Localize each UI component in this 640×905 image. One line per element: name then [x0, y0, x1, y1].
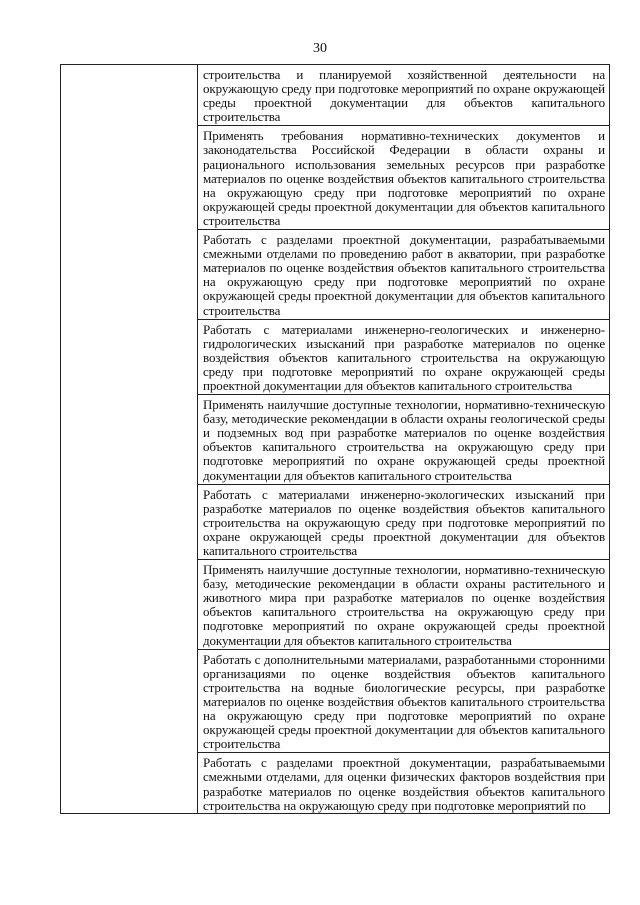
skill-cell — [198, 126, 610, 230]
skill-cell — [198, 649, 610, 753]
skill-cell — [198, 753, 610, 813]
skill-text: Работать с разделами проектной документации, разрабатываемыми смежными отделами по проведению работ в акватории, при разработке материалов по оценке воздействия объектов капитального строительства на окружающую среду при подготовке мероприятий по охране окружающей среды проектной документации для объектов капитального строительства — [203, 232, 605, 318]
table-row — [61, 65, 610, 126]
skill-text: Работать с материалами инженерно-геологических и инженерно-гидрологических изысканий при разработке материалов по оценке воздействия объектов капитального строительства на окружающую среду при подготовке мероприятий по охране окружающей среды проектной документации для объектов капитального строительства — [203, 321, 605, 393]
skill-cell — [198, 230, 610, 320]
page-number: 30 — [313, 41, 327, 56]
skill-text: Работать с материалами инженерно-экологических изысканий при разработке материалов по оценке воздействия объектов капитального строительства на окружающую среду при подготовке мероприятий по охране окружающей среды проектной документации для объектов капитального строительства — [203, 486, 605, 558]
skill-text: Применять наилучшие доступные технологии, нормативно-техническую базу, методические рекомендации в области охраны растительного и животного мира при разработке материалов по оценке воздействия объектов капитального строительства на окружающую среду при подготовке мероприятий по охране окружающей среды проектной документации для объектов капитального строительства — [203, 562, 605, 648]
skill-cell — [198, 560, 610, 650]
skill-cell — [198, 395, 610, 485]
skill-cell — [198, 319, 610, 394]
skill-text: Работать с разделами проектной документации, разрабатываемыми смежными отделами, для оценки физических факторов воздействия при разработке материалов по оценке воздействия объектов капитального строительства на окружающую среду при подготовке мероприятий по — [203, 755, 605, 813]
left-column-cell — [61, 65, 198, 814]
skill-text: строительства и планируемой хозяйственной деятельности на окружающую среду при подготовке мероприятий по охране окружающей среды проектной документации для объектов капитального строительства — [203, 67, 605, 125]
requirements-table — [60, 64, 610, 814]
skill-cell — [198, 484, 610, 559]
skill-cell — [198, 65, 610, 126]
skill-text: Применять требования нормативно-технических документов и законодательства Российской Федерации в области охраны и рационального использования земельных ресурсов при разработке материалов по оценке воздействия объектов капитального строительства на окружающую среду при подготовке мероприятий по охране окружающей среды проектной документации для объектов капитального строительства — [203, 128, 605, 228]
skill-text: Применять наилучшие доступные технологии, нормативно-техническую базу, методические рекомендации в области охраны геологической среды и подземных вод при разработке материалов по оценке воздействия объектов капитального строительства на окружающую среду при подготовке мероприятий по охране окружающей среды проектной документации для объектов капитального строительства — [203, 397, 605, 483]
skill-text: Работать с дополнительными материалами, разработанными сторонними организациями по оценке воздействия объектов капитального строительства на водные биологические ресурсы, при разработке материалов по оценке воздействия объектов капитального строительства на окружающую среду при подготовке мероприятий по охране окружающей среды проектной документации для объектов капитального строительства — [203, 651, 605, 752]
